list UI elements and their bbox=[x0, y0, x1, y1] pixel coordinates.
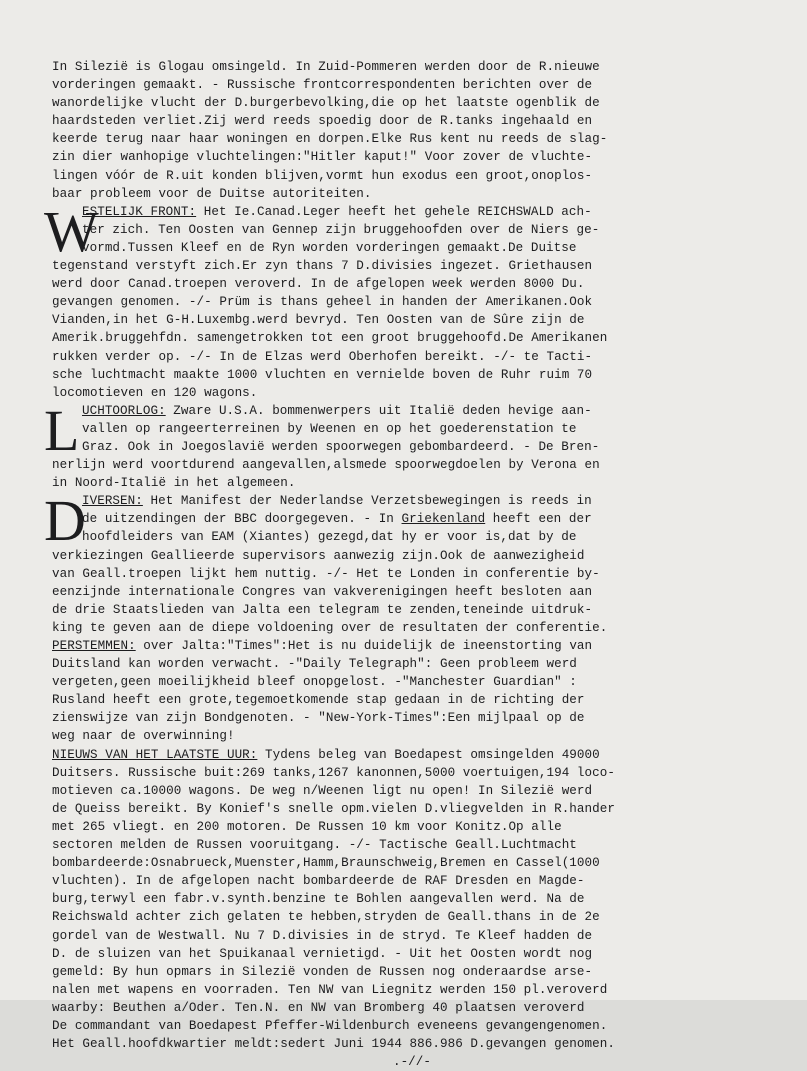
text-line: motieven ca.10000 wagons. De weg n/Weenen ligt nu open! In Silezië werd bbox=[52, 783, 593, 798]
text-line: vormd.Tussen Kleef en de Ryn worden vorderingen gemaakt.De Duitse bbox=[82, 240, 577, 255]
section-heading: IVERSEN: bbox=[82, 494, 143, 509]
text-line: vergeten,geen moeilijkheid bleef onopgelost. -"Manchester Guardian" : bbox=[52, 675, 577, 690]
text-line: gevangen genomen. -/- Prüm is thans geheel in handen der Amerikanen.Ook bbox=[52, 295, 593, 310]
section-heading: ESTELIJK FRONT: bbox=[82, 204, 197, 219]
text-span: Tydens beleg van Boedapest omsingelden 49000 bbox=[257, 747, 600, 762]
text-line: king te geven aan de diepe voldoening over de resultaten der conferentie. bbox=[52, 620, 608, 635]
text-line: De commandant van Boedapest Pfeffer-Wildenburch eveneens gevangengenomen. bbox=[52, 1018, 608, 1033]
text-line: gordel van de Westwall. Nu 7 D.divisies in de stryd. Te Kleef hadden de bbox=[52, 928, 593, 943]
text-line: vallen op rangeerterreinen by Weenen en op het goederenstation te bbox=[82, 421, 577, 436]
text-line: Vianden,in het G-H.Luxembg.werd bevryd. Ten Oosten van de Sûre zijn de bbox=[52, 313, 585, 328]
text-line: Duitsland kan worden verwacht. -"Daily Telegraph": Geen probleem werd bbox=[52, 657, 577, 672]
text-line: ter zich. Ten Oosten van Gennep zijn bruggehoofden over de Niers ge- bbox=[82, 222, 600, 237]
text-span: Het Manifest der Nederlandse Verzetsbewegingen is reeds in bbox=[142, 494, 592, 509]
text-line: vorderingen gemaakt. - Russische frontcorrespondenten berichten over de bbox=[52, 78, 593, 93]
text-line: baar probleem voor de Duitse autoriteiten. bbox=[52, 186, 372, 201]
section-heading: PERSTEMMEN: bbox=[52, 639, 136, 653]
text-line: de drie Staatslieden van Jalta een telegram te zenden,teneinde uitdruk- bbox=[52, 602, 593, 617]
text-line: Rusland heeft een grote,tegemoetkomende stap gedaan in de richting der bbox=[52, 693, 585, 708]
text-line: keerde terug naar haar woningen en dorpen.Elke Rus kent nu reeds de slag- bbox=[52, 132, 608, 147]
text-line: de Queiss bereikt. By Konief's snelle opm.vielen D.vliegvelden in R.hander bbox=[52, 801, 615, 816]
text-line: van Geall.troepen lijkt hem nuttig. -/- Het te Londen in conferentie by- bbox=[52, 566, 600, 581]
text-line: sche luchtmacht maakte 1000 vluchten en vernielde boven de Ruhr ruim 70 bbox=[52, 367, 593, 382]
text-line: Het Geall.hoofdkwartier meldt:sedert Juni 1944 886.986 D.gevangen genomen. bbox=[52, 1037, 615, 1052]
text-line: wanordelijke vlucht der D.burgerbevolking,die op het laatste ogenblik de bbox=[52, 96, 600, 111]
text-span: over Jalta:"Times":Het is nu duidelijk de ineenstorting van bbox=[135, 639, 593, 653]
text-line: nalen met wapens en voorraden. Ten NW van Liegnitz werden 150 pl.veroverd bbox=[52, 982, 608, 997]
text-line: D. de sluizen van het Spuikanaal vernietigd. - Uit het Oosten wordt nog bbox=[52, 946, 593, 961]
section-first-line bbox=[52, 637, 772, 655]
text-line: eenzijnde internationale Congres van vakverenigingen heeft besloten aan bbox=[52, 584, 593, 599]
text-line: zienswijze van zijn Bondgenoten. - "New-York-Times":Een mijlpaal op de bbox=[52, 711, 585, 726]
section-first-line bbox=[52, 746, 772, 764]
text-line: weg naar de overwinning! bbox=[52, 729, 235, 744]
text-line bbox=[52, 510, 772, 528]
drop-cap-initial: D bbox=[44, 488, 86, 554]
text-line: verkiezingen Geallieerde supervisors aanwezig zijn.Ook de aanwezigheid bbox=[52, 548, 585, 563]
nieuws-laatste-uur-section bbox=[52, 746, 772, 1054]
underlined-word: Griekenland bbox=[401, 512, 486, 527]
text-line: vluchten). In de afgelopen nacht bombardeerde de RAF Dresden en Magde- bbox=[52, 874, 585, 889]
text-line: waarby: Beuthen a/Oder. Ten.N. en NW van Bromberg 40 plaatsen veroverd bbox=[52, 1000, 585, 1015]
section-first-line bbox=[52, 203, 772, 221]
text-span: Zware U.S.A. bommenwerpers uit Italië deden hevige aan- bbox=[165, 403, 592, 418]
text-line: burg,terwyl een fabr.v.synth.benzine te Bohlen aangevallen werd. Na de bbox=[52, 892, 585, 907]
text-line: Amerik.bruggehfdn. samengetrokken tot een groot bruggehoofd.De Amerikanen bbox=[52, 331, 608, 346]
text-line: sectoren melden de Russen vooruitgang. -/- Tactische Geall.Luchtmacht bbox=[52, 838, 577, 853]
text-line: lingen vóór de R.uit konden blijven,vormt hun exodus een groot,onoplos- bbox=[52, 168, 593, 183]
end-mark: .-//- bbox=[392, 1055, 432, 1070]
diversen-section bbox=[44, 488, 772, 637]
text-line: In Silezië is Glogau omsingeld. In Zuid-Pommeren werden door de R.nieuwe bbox=[52, 60, 600, 74]
text-line: gemeld: By hun opmars in Silezië vonden de Russen nog onderaardse arse- bbox=[52, 964, 593, 979]
intro-paragraph bbox=[52, 58, 772, 203]
text-span: Het Ie.Canad.Leger heeft het gehele REICHSWALD ach- bbox=[196, 204, 592, 219]
text-line: locomotieven en 120 wagons. bbox=[52, 385, 258, 400]
perstemmen-section bbox=[52, 637, 772, 746]
text-span: de uitzendingen der BBC doorgegeven. - In bbox=[82, 512, 402, 527]
section-heading: NIEUWS VAN HET LAATSTE UUR: bbox=[52, 747, 258, 762]
text-line: nerlijn werd voortdurend aangevallen,alsmede spoorwegdoelen by Verona en bbox=[52, 458, 600, 473]
text-line: hoofdleiders van EAM (Xiantes) gezegd,dat hy er voor is,dat by de bbox=[82, 530, 577, 545]
news-text bbox=[44, 58, 772, 1071]
drop-cap-initial: L bbox=[44, 397, 80, 463]
section-heading: UCHTOORLOG: bbox=[82, 403, 166, 418]
text-line: haardsteden verliet.Zij werd reeds spoedig door de R.tanks ingehaald en bbox=[52, 114, 593, 129]
text-line: Graz. Ook in Joegoslavië werden spoorwegen gebombardeerd. - De Bren- bbox=[82, 439, 600, 454]
section-first-line bbox=[52, 492, 772, 510]
text-line: tegenstand verstyft zich.Er zyn thans 7 D.divisies ingezet. Griethausen bbox=[52, 259, 593, 274]
text-line: in Noord-Italië in het algemeen. bbox=[52, 476, 296, 491]
text-line: Reichswald achter zich gelaten te hebben,stryden de Geall.thans in de 2e bbox=[52, 910, 600, 925]
text-span: heeft een der bbox=[485, 512, 592, 527]
westelijk-front-section bbox=[44, 198, 772, 402]
text-line: bombardeerde:Osnabrueck,Muenster,Hamm,Braunschweig,Bremen en Cassel(1000 bbox=[52, 856, 600, 871]
text-line: zin dier wanhopige vluchtelingen:"Hitler kaput!" Voor zover de vluchte- bbox=[52, 150, 593, 165]
text-line: rukken verder op. -/- In de Elzas werd Oberhofen bereikt. -/- te Tacti- bbox=[52, 349, 593, 364]
text-line: met 265 vliegt. en 200 motoren. De Russen 10 km voor Konitz.Op alle bbox=[52, 819, 562, 834]
text-line: Duitsers. Russische buit:269 tanks,1267 kanonnen,5000 voertuigen,194 loco- bbox=[52, 765, 615, 780]
luchtoorlog-section bbox=[44, 397, 772, 492]
drop-cap-initial: W bbox=[44, 198, 99, 264]
section-first-line bbox=[52, 402, 772, 420]
text-line: werd door Canad.troepen veroverd. In de afgelopen week werden 8000 Du. bbox=[52, 277, 585, 292]
